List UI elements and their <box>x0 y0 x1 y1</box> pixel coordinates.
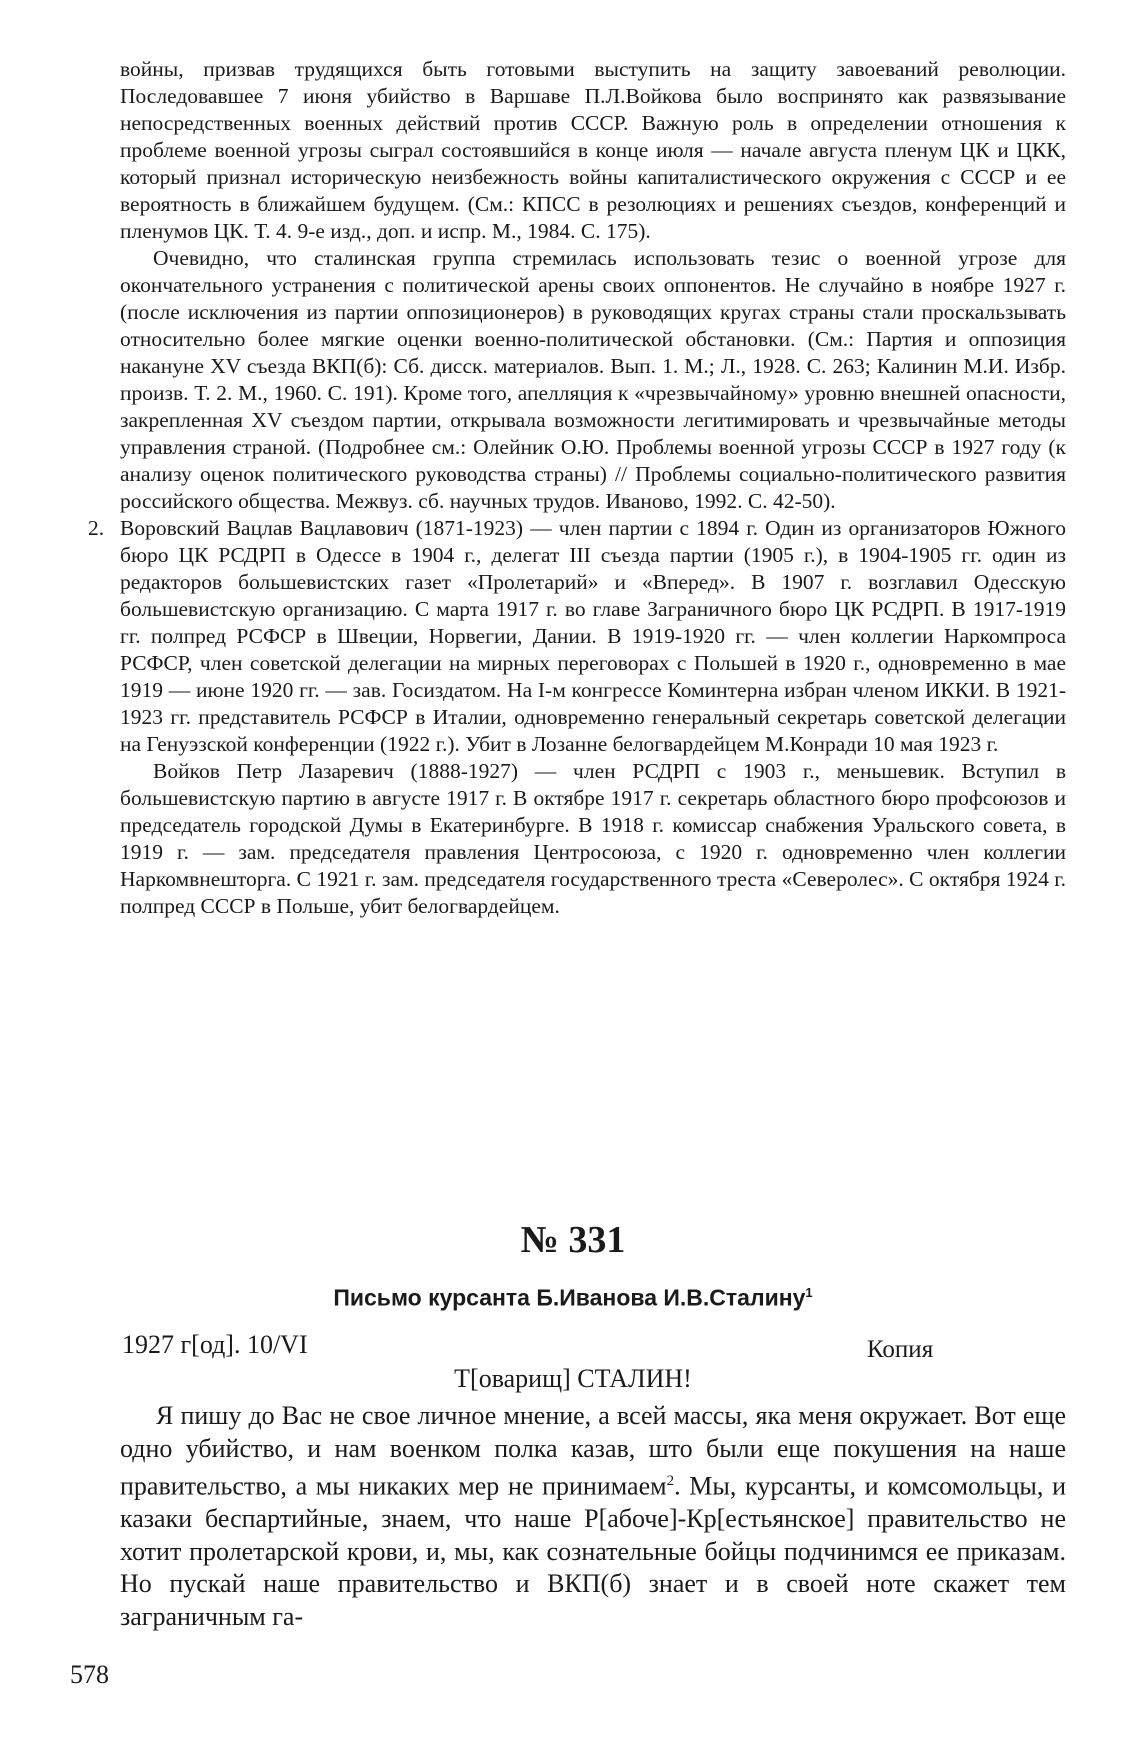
document-title <box>0 1278 1146 1313</box>
note-paragraph: Очевидно, что сталинская группа стремилась использовать тезис о военной угрозе для окончательного устранения с политической арены своих оппонентов. Не случайно в ноябре 1927 г. (после исключения из партии оппозиционеров) в руководящих кругах страны стали проскальзывать относительно более мягкие оценки военно-политической обстановки. (См.: Партия и оппозиция накануне XV съезда ВКП(б): Сб. дисск. материалов. Вып. 1. М.; Л., 1928. С. 263; Калинин М.И. Избр. произв. Т. 2. М., 1960. С. 191). Кроме того, апелляция к «чрезвычайному» уровню внешней опасности, закрепленная XV съездом партии, открывала возможности легитимировать и чрезвычайные методы управления страной. (Подробнее см.: Олейник О.Ю. Проблемы военной угрозы СССР в 1927 году (к анализу оценок политического руководства страны) // Проблемы социально-политического развития российского общества. Межвуз. сб. научных трудов. Иваново, 1992. С. 42-50). <box>120 246 1066 513</box>
footnote-ref: 1 <box>805 1285 813 1300</box>
letter-text: . Мы, курсанты, и комсомольцы, и казаки беспартийные, знаем, что наше Р[абоче]-Кр[естьянское] правительство не хотит пролетарской крови, и, мы, как сознательные бойцы подчинимся ее приказам. Но пускай наше правительство и ВКП(б) знает и в своей ноте скажет тем заграничным га- <box>120 1471 1067 1631</box>
document-title-text: Письмо курсанта Б.Иванова И.В.Сталину <box>333 1284 806 1311</box>
page-number: 578 <box>70 1660 109 1689</box>
footnotes-section <box>88 56 1066 920</box>
note-paragraph: Войков Петр Лазаревич (1888-1927) — член РСДРП с 1903 г., меньшевик. Вступил в большевистскую партию в августе 1917 г. В октябре 1917 г. секретарь областного бюро профсоюзов и председатель городской Думы в Екатеринбурге. В 1918 г. комиссар снабжения Уральского совета, в 1919 г. — зам. председателя правления Центросоюза, с 1920 г. одновременно член коллегии Наркомвнешторга. С 1921 г. зам. председателя государственного треста «Северолес». С октября 1924 г. полпред СССР в Польше, убит белогвардейцем. <box>120 759 1066 918</box>
footnote-ref: 2 <box>666 1473 675 1489</box>
note-text: Воровский Вацлав Вацлавович (1871-1923) — член партии с 1894 г. Один из организаторов Южного бюро ЦК РСДРП в Одессе в 1904 г., делегат III съезда партии (1905 г.), в 1904-1905 гг. один из редакторов большевистских газет «Пролетарий» и «Вперед». В 1907 г. возглавил Одесскую большевистскую организацию. С марта 1917 г. во главе Заграничного бюро ЦК РСДРП. В 1917-1919 гг. полпред РСФСР в Швеции, Норвегии, Дании. В 1919-1920 гг. — член коллегии Наркомпроса РСФСР, член советской делегации на мирных переговорах с Польшей в 1920 г., одновременно в мае 1919 — июне 1920 гг. — зав. Госиздатом. На I-м конгрессе Коминтерна избран членом ИККИ. В 1921-1923 гг. представитель РСФСР в Италии, одновременно генеральный секретарь советской делегации на Генуэзской конференции (1922 г.). Убит в Лозанне белогвардейцем М.Конради 10 мая 1923 г. <box>120 516 1066 756</box>
letter-body <box>120 1400 1066 1633</box>
document-number: № 331 <box>520 1219 626 1261</box>
letter-text: Я пишу до Вас не свое личное мнение, а всей массы, яка меня окружает. Вот еще одно убийство, и нам военком полка казав, што были еще покушения на наше правительство, а мы никаких мер не принимаем <box>120 1401 1066 1501</box>
copy-label: Копия <box>867 1336 934 1363</box>
letter-salutation: Т[оварищ] СТАЛИН! <box>454 1364 692 1393</box>
note-item-2 <box>88 515 1066 758</box>
note-number: 2. <box>88 516 105 540</box>
letter-date: 1927 г[од]. 10/VI <box>122 1330 308 1359</box>
letter-paragraph <box>120 1400 1066 1633</box>
note-paragraph: войны, призвав трудящихся быть готовыми выступить на защиту завоеваний революции. Последовавшее 7 июня убийство в Варшаве П.Л.Войкова было воспринято как развязывание непосредственных военных действий против СССР. Важную роль в определении отношения к проблеме военной угрозы сыграл состоявшийся в конце июля — начале августа пленум ЦК и ЦКК, который признал историческую неизбежность войны капиталистического окружения с СССР и ее вероятность в ближайшем будущем. (См.: КПСС в резолюциях и решениях съездов, конференций и пленумов ЦК. Т. 4. 9-е изд., доп. и испр. М., 1984. С. 175). <box>120 57 1066 243</box>
